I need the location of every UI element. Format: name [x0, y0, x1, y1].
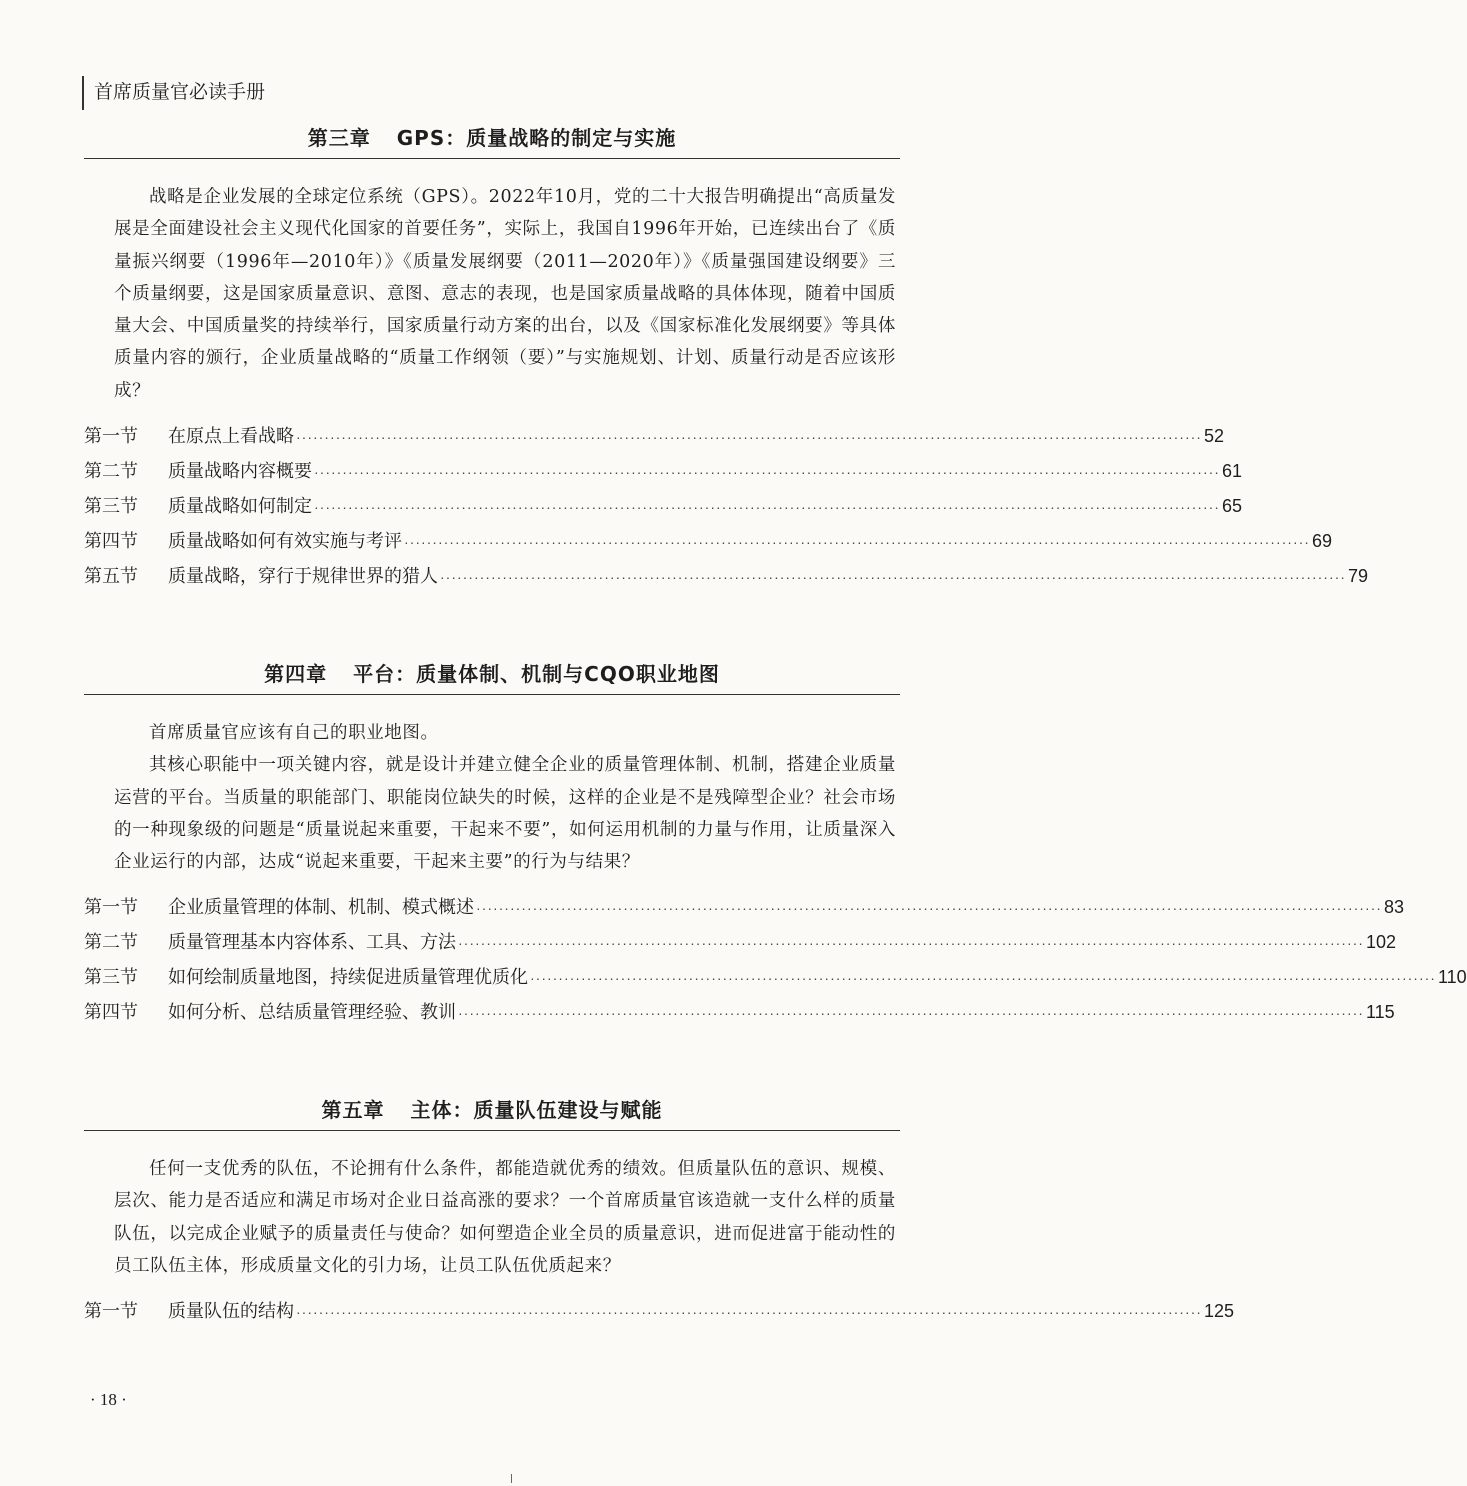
- section-list: [84, 890, 1467, 1030]
- toc-entry[interactable]: [84, 925, 1396, 960]
- page-number: 61: [1221, 461, 1242, 482]
- section-title: 企业质量管理的体制、机制、模式概述: [168, 897, 474, 918]
- leader-dots: ································································································································································: [476, 900, 1382, 917]
- chapter-name: 平台：质量体制、机制与CQO职业地图: [353, 662, 720, 686]
- chapter-title: [84, 1090, 900, 1131]
- section-number: 第四节: [84, 1002, 138, 1023]
- intro-paragraph: 首席质量官应该有自己的职业地图。: [149, 723, 439, 743]
- page-number: 125: [1203, 1301, 1234, 1322]
- intro-paragraph: 战略是企业发展的全球定位系统（GPS）。2022年10月，党的二十大报告明确提出“高质量发展是全面建设社会主义现代化国家的首要任务”，实际上，我国自1996年开始，已连续出台了《质量振兴纲要（1996年—2010年）》《质量发展纲要（2011—2020年）》《质量强国建设纲要》三个质量纲要，这是国家质量意识、意图、意志的表现，也是国家质量战略的具体体现，随着中国质量大会、中国质量奖的持续举行，国家质量行动方案的出台，以及《国家标准化发展纲要》等具体质量内容的颁行，企业质量战略的“质量工作纲领（要）”与实施规划、计划、质量行动是否应该形成？: [114, 187, 896, 401]
- section-title: 质量战略，穿行于规律世界的猎人: [168, 566, 438, 587]
- toc-entry[interactable]: [84, 524, 1332, 559]
- intro-paragraph: 任何一支优秀的队伍，不论拥有什么条件，都能造就优秀的绩效。但质量队伍的意识、规模、层次、能力是否适应和满足市场对企业日益高涨的要求？一个首席质量官该造就一支什么样的质量队伍，以完成企业赋予的质量责任与使命？如何塑造企业全员的质量意识，进而促进富于能动性的员工队伍主体，形成质量文化的引力场，让员工队伍优质起来？: [114, 1159, 896, 1276]
- section-list: [84, 1294, 1234, 1329]
- chapter-title: [84, 118, 900, 159]
- chapter-title: [84, 654, 900, 695]
- chapter-4: [84, 654, 1467, 1030]
- page-number: 52: [1203, 426, 1224, 447]
- section-number: 第一节: [84, 897, 138, 918]
- page-number: 115: [1365, 1002, 1395, 1023]
- chapter-intro: [84, 1153, 900, 1282]
- chapter-name: GPS：质量战略的制定与实施: [396, 126, 677, 150]
- section-number: 第四节: [84, 531, 138, 552]
- leader-dots: ································································································································································: [314, 499, 1220, 516]
- toc-entry[interactable]: [84, 960, 1467, 995]
- section-number: 第五节: [84, 566, 138, 587]
- section-title: 质量队伍的结构: [168, 1301, 294, 1322]
- section-title: 质量战略如何有效实施与考评: [168, 531, 402, 552]
- toc-entry[interactable]: [84, 559, 1368, 594]
- section-title: 如何绘制质量地图，持续促进质量管理优质化: [168, 967, 528, 988]
- section-title: 质量管理基本内容体系、工具、方法: [168, 932, 456, 953]
- chapter-intro: [84, 181, 900, 407]
- section-title: 如何分析、总结质量管理经验、教训: [168, 1002, 456, 1023]
- section-number: 第三节: [84, 496, 138, 517]
- section-list: [84, 419, 1368, 594]
- section-number: 第二节: [84, 461, 138, 482]
- section-title: 质量战略如何制定: [168, 496, 312, 517]
- page-number: 83: [1383, 897, 1404, 918]
- page-number: 65: [1221, 496, 1242, 517]
- leader-dots: ································································································································································: [530, 970, 1436, 987]
- leader-dots: ································································································································································: [458, 1005, 1364, 1022]
- chapter-3: [84, 118, 1368, 594]
- section-title: 在原点上看战略: [168, 426, 294, 447]
- page-folio: · 18 ·: [90, 1390, 127, 1409]
- page-number: 102: [1365, 932, 1396, 953]
- section-number: 第一节: [84, 1301, 138, 1322]
- running-head: 首席质量官必读手册: [82, 76, 265, 110]
- toc-entry[interactable]: [84, 419, 1224, 454]
- page-number: 110: [1437, 967, 1467, 988]
- leader-dots: ································································································································································: [458, 935, 1364, 952]
- chapter-label: 第三章: [307, 126, 371, 150]
- section-number: 第一节: [84, 426, 138, 447]
- leader-dots: ································································································································································: [440, 569, 1346, 586]
- leader-dots: ································································································································································: [296, 1304, 1202, 1321]
- leader-dots: ································································································································································: [314, 464, 1220, 481]
- section-number: 第三节: [84, 967, 138, 988]
- leader-dots: ································································································································································: [404, 534, 1310, 551]
- intro-paragraph: 其核心职能中一项关键内容，就是设计并建立健全企业的质量管理体制、机制，搭建企业质量运营的平台。当质量的职能部门、职能岗位缺失的时候，这样的企业是不是残障型企业？社会市场的一种现象级的问题是“质量说起来重要，干起来不要”，如何运用机制的力量与作用，让质量深入企业运行的内部，达成“说起来重要，干起来主要”的行为与结果？: [114, 755, 896, 873]
- section-number: 第二节: [84, 932, 138, 953]
- chapter-label: 第五章: [321, 1098, 385, 1122]
- crop-mark: [511, 1474, 512, 1483]
- page-number: 69: [1311, 531, 1332, 552]
- toc-entry[interactable]: [84, 454, 1242, 489]
- chapter-intro: [84, 717, 900, 878]
- leader-dots: ································································································································································: [296, 429, 1202, 446]
- toc-entry[interactable]: [84, 1294, 1234, 1329]
- page-number: 79: [1347, 566, 1368, 587]
- toc-entry[interactable]: [84, 995, 1395, 1030]
- toc-entry[interactable]: [84, 489, 1242, 524]
- chapter-5: [84, 1090, 1234, 1329]
- chapter-name: 主体：质量队伍建设与赋能: [410, 1098, 663, 1122]
- chapter-label: 第四章: [264, 662, 328, 686]
- section-title: 质量战略内容概要: [168, 461, 312, 482]
- toc-entry[interactable]: [84, 890, 1404, 925]
